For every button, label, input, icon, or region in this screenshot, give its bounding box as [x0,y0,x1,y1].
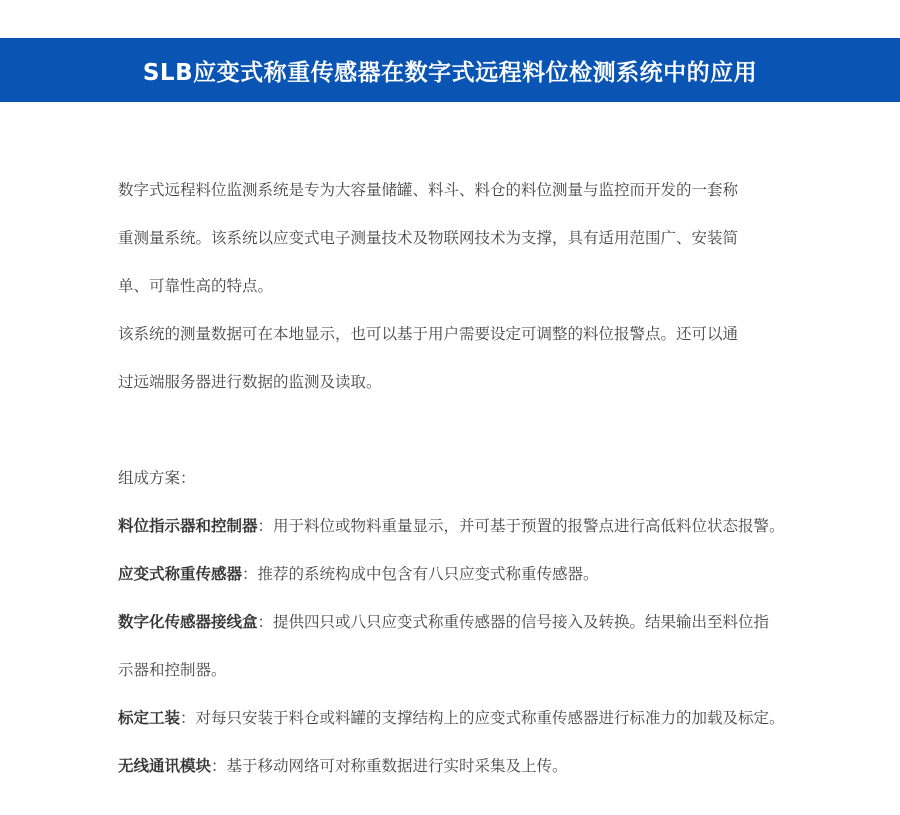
solution-term: 数字化传感器接线盒 [118,613,258,631]
solution-term: 无线通讯模块 [118,757,212,775]
title-banner [0,38,900,102]
solution-item [118,550,838,598]
intro-line: 重测量系统。该系统以应变式电子测量技术及物联网技术为支撑，具有适用范围广、安装简 [118,229,739,247]
solution-heading: 组成方案： [118,469,196,487]
solution-term: 应变式称重传感器 [118,565,243,583]
solution-term: 料位指示器和控制器 [118,517,258,535]
intro-line: 数字式远程料位监测系统是专为大容量储罐、料斗、料仓的料位测量与监控而开发的一套称 [118,181,739,199]
solution-desc: 提供四只或八只应变式称重传感器的信号接入及转换。结果输出至料位指 [273,613,770,631]
spacer [118,406,838,454]
solution-desc-continuation: 示器和控制器。 [118,661,227,679]
solution-item [118,502,838,550]
page-title: SLB应变式称重传感器在数字式远程料位检测系统中的应用 [142,59,758,86]
solution-separator: ： [257,517,274,535]
solution-desc: 用于料位或物料重量显示，并可基于预置的报警点进行高低料位状态报警。 [273,517,785,535]
solution-separator: ： [211,757,227,775]
solution-desc: 基于移动网络可对称重数据进行实时采集及上传。 [226,757,568,775]
solution-item [118,742,838,790]
intro-line: 单、可靠性高的特点。 [118,277,274,295]
solution-separator: ： [242,565,258,583]
article-body [118,166,838,790]
intro-line: 过远端服务器进行数据的监测及读取。 [118,373,382,391]
solution-item [118,694,838,742]
solution-desc: 对每只安装于料仓或料罐的支撑结构上的应变式称重传感器进行标准力的加载及标定。 [195,709,785,727]
solution-separator: ： [180,709,196,727]
solution-term: 标定工装 [118,709,181,727]
solution-separator: ： [257,613,274,631]
solution-desc: 推荐的系统构成中包含有八只应变式称重传感器。 [257,565,599,583]
solution-item [118,598,838,646]
intro-line: 该系统的测量数据可在本地显示，也可以基于用户需要设定可调整的料位报警点。还可以通 [118,325,739,343]
